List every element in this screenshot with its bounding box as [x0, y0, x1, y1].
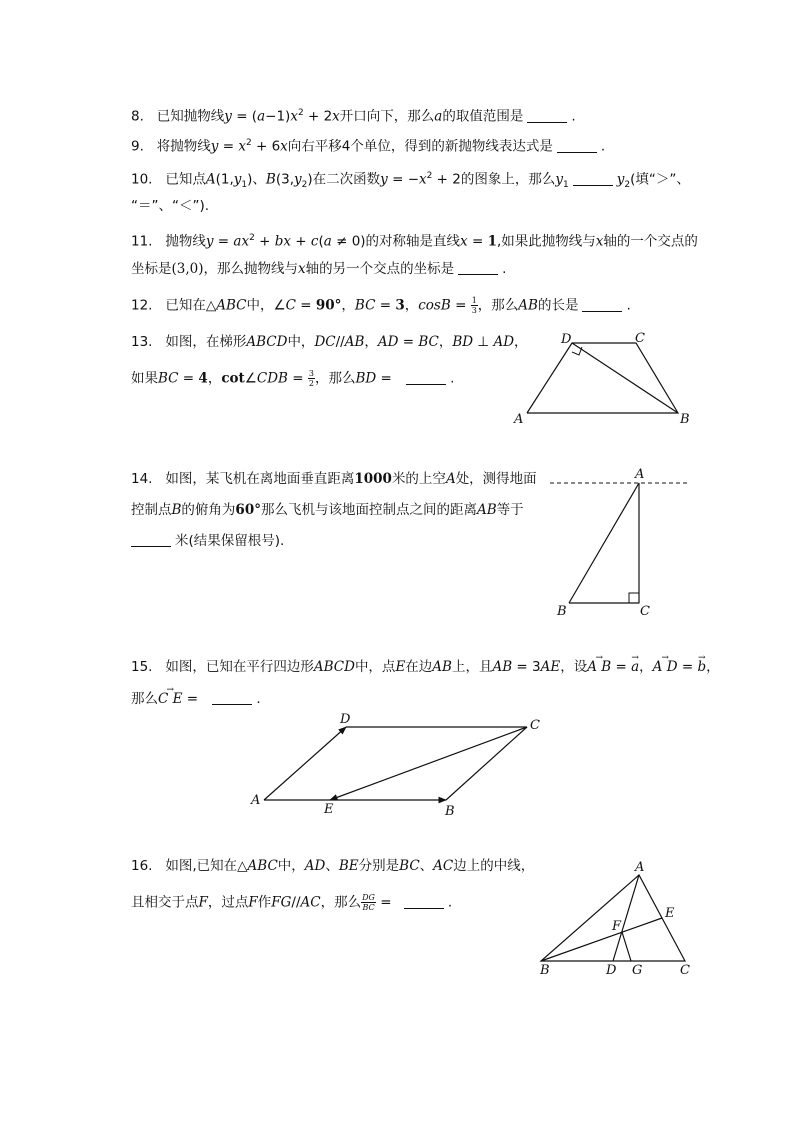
question-11: 11. 抛物线$y = ax^2$ + bx + c(a ≠ 0)的对称轴是直线x = 1,如果此抛物线与x轴的一个交点的	[131, 233, 698, 250]
label-A: A	[251, 793, 261, 808]
label-B: B	[557, 604, 567, 619]
label-B: B	[540, 963, 550, 978]
label-B: B	[680, 412, 690, 427]
label-A: A	[514, 412, 524, 427]
label-C: C	[635, 331, 645, 346]
label-G: G	[632, 963, 643, 978]
question-14: 14. 如图，某飞机在离地面垂直距离1000米的上空A处，测得地面	[131, 471, 537, 487]
figure-14-triangle	[550, 483, 690, 603]
question-13: 13. 如图，在梯形ABCD中，DC//AB，AD = BC，BD ⊥ AD，	[131, 334, 528, 350]
label-C: C	[680, 963, 690, 978]
label-B: B	[445, 804, 455, 819]
label-F: F	[612, 919, 622, 934]
label-D: D	[340, 712, 351, 727]
question-14-line3: 米(结果保留根号).	[131, 532, 284, 550]
label-D: D	[561, 332, 572, 347]
label-D: D	[606, 963, 617, 978]
question-8: 8. 已知抛物线$y = (a-1)x^2 + 2x$开口向下，那么a的取值范围是 .	[131, 108, 576, 125]
label-E: E	[324, 802, 334, 817]
label-C: C	[530, 718, 540, 733]
question-10-line2: “＝”、“＜”).	[131, 198, 210, 214]
question-9: 9. 将抛物线$y = x^2 + 6x$向右平移4个单位，得到的新抛物线表达式是 .	[131, 138, 606, 155]
label-A: A	[635, 860, 645, 875]
question-15: 15. 如图，已知在平行四边形ABCD中，点E在边AB上，且AB = 3AE，设→ A B = → a，→ A D = → b，	[131, 658, 720, 676]
figure-16-triangle	[541, 875, 685, 961]
label-E: E	[665, 906, 675, 921]
question-13-line2: 如果BC = 4，cot∠CDB = $\frac{3}{2}$ ，那么BD = .	[131, 369, 455, 388]
question-12: 12. 已知在△ABC中，∠C = 90°，BC = 3，cosB = $\frac{1}{3}$ ，那么AB的长是 .	[131, 296, 631, 315]
question-10: 10. 已知点$A(1,y_1)$、$B(3,y_2)$在二次函数$y = -x^2 + 2$的图象上，那么$y_1$ $y_2$(填“＞”、	[131, 171, 690, 191]
question-16: 16. 如图,已知在△ABC中，AD、BE分别是BC、AC边上的中线，	[131, 858, 535, 874]
figure-15-parallelogram	[264, 727, 527, 800]
question-14-line2: 控制点B的俯角为60°那么飞机与该地面控制点之间的距离AB等于	[131, 502, 524, 518]
question-11-line2: 坐标是(3,0)，那么抛物线与x轴的另一个交点的坐标是 .	[131, 261, 507, 277]
label-C: C	[640, 604, 650, 619]
question-15-line2: 那么→ C E = .	[131, 690, 261, 708]
label-A: A	[635, 467, 645, 482]
question-16-line2: 且相交于点F，过点F作FG//AC，那么 $\frac{DG}{BC}$ = .	[131, 893, 453, 912]
figure-13-trapezoid	[527, 343, 678, 413]
